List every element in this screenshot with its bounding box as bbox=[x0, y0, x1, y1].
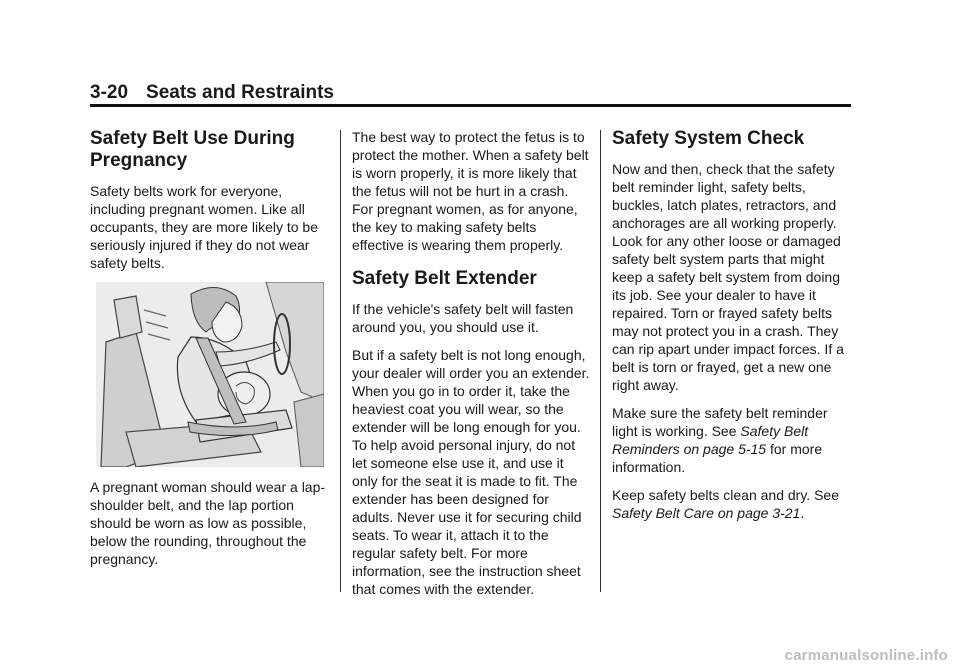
fetus-protection-text: The best way to protect the fetus is to protect the mother. When a safety belt is worn properly, it is more likely that the fetus will not be hurt in a crash. For pregnant women, as for anyone, the key to making safety belts effective is wearing them properly. bbox=[352, 129, 589, 253]
column-divider-1 bbox=[340, 130, 341, 592]
column-1 bbox=[90, 128, 328, 282]
extender-details: But if a safety belt is not long enough, your dealer will order you an extender. When you go in to order it, take the heaviest coat you will wear, so the extender will be long enough for you. To help avoid personal injury, do not let someone else use it, and use it only for the seat it is made to fit. The extender has been designed for adults. Never use it for securing child seats. To wear it, attach it to the regular safety belt. For more information, see the instruction sheet that comes with the extender. bbox=[352, 347, 590, 597]
illustration-caption-block bbox=[90, 478, 328, 578]
column-3 bbox=[612, 128, 852, 532]
system-check-text: Now and then, check that the safety belt reminder light, safety belts, buckles, latch plates, retractors, and anchorages are all working properly. Look for any other loose or damaged safety belt system parts that might keep a safety belt system from doing its job. See your dealer to have it repaired. Torn or frayed safety belts may not protect you in a crash. They can rip apart under impact forces. If a belt is torn or frayed, get a new one right away. bbox=[612, 161, 844, 393]
heading-belt-extender: Safety Belt Extender bbox=[352, 268, 537, 289]
column-2 bbox=[352, 128, 592, 608]
heading-system-check: Safety System Check bbox=[612, 128, 805, 149]
page-header bbox=[90, 82, 334, 104]
section-title: Seats and Restraints bbox=[146, 82, 334, 103]
belt-care-page-link[interactable]: Safety Belt Care on page 3-21 bbox=[612, 505, 801, 521]
extender-intro: If the vehicle's safety belt will fasten around you, you should use it. bbox=[352, 301, 574, 335]
illustration-caption: A pregnant woman should wear a lap-shoulder belt, and the lap portion should be worn as low as possible, below the rounding, throughout the pregnancy. bbox=[90, 479, 326, 567]
belt-care-text: Keep safety belts clean and dry. See Safety Belt Care on page 3-21. bbox=[612, 487, 839, 521]
heading-pregnancy: Safety Belt Use During Pregnancy bbox=[90, 128, 295, 171]
site-watermark: carmanualsonline.info bbox=[784, 647, 948, 664]
pregnant-woman-seatbelt-illustration-icon bbox=[96, 282, 324, 467]
pregnancy-intro: Safety belts work for everyone, including pregnant women. Like all occupants, they are more likely to be seriously injured if they do not wear safety belts. bbox=[90, 183, 319, 271]
column-divider-2 bbox=[600, 130, 601, 592]
reminder-light-text: Make sure the safety belt reminder light is working. See Safety Belt Reminders on page 5-15 for more information. bbox=[612, 405, 828, 475]
header-rule bbox=[90, 104, 851, 107]
page-number: 3-20 bbox=[90, 82, 129, 103]
reminders-page-link[interactable]: Safety Belt Reminders on page 5-15 bbox=[612, 423, 809, 457]
